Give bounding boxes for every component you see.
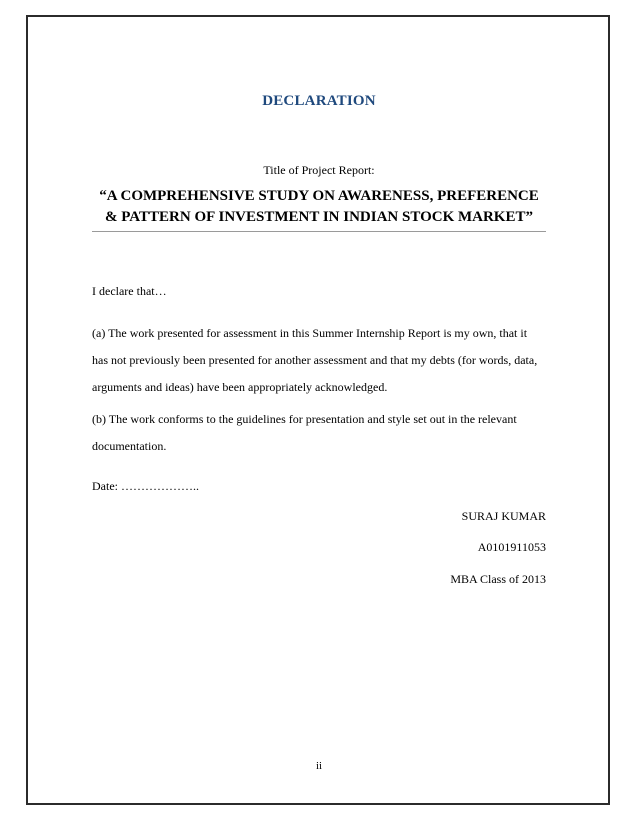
declare-intro: I declare that… xyxy=(92,284,167,298)
project-report-title: “A COMPREHENSIVE STUDY ON AWARENESS, PREFERENCE & PATTERN OF INVESTMENT IN INDIAN STOCK MARKET” xyxy=(99,188,539,225)
clause-b: (b) The work conforms to the guidelines for presentation and style set out in the relevant documentation. xyxy=(92,412,517,453)
enrollment-number: A0101911053 xyxy=(477,540,546,554)
signatory-name: SURAJ KUMAR xyxy=(461,509,546,523)
date-line: Date: ……………….. xyxy=(92,479,199,493)
title-underline-rule xyxy=(92,231,546,232)
class-year: MBA Class of 2013 xyxy=(450,572,546,586)
declaration-heading: DECLARATION xyxy=(262,93,376,109)
project-title-label: Title of Project Report: xyxy=(263,163,375,177)
page-number: ii xyxy=(315,760,323,772)
clause-a: (a) The work presented for assessment in this Summer Internship Report is my own, that it has not previously been presented for another assessment and that my debts (for words, data, arguments and ideas) have been appropriately acknowledged. xyxy=(92,326,538,394)
